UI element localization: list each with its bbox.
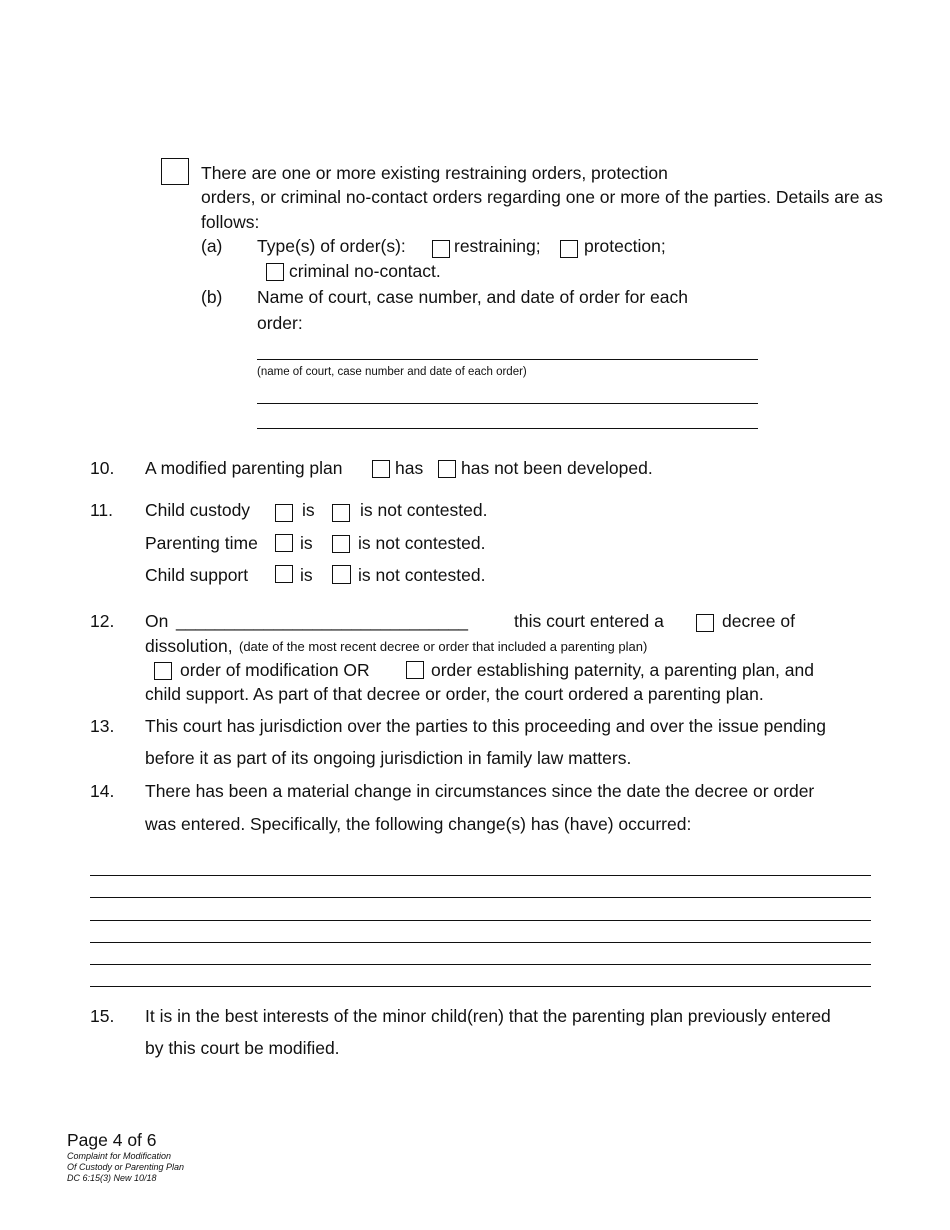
restraining-checkbox[interactable]	[432, 240, 450, 258]
item-14-line2: was entered. Specifically, the following change(s) has (have) occurred:	[145, 814, 692, 834]
item-15-line1: It is in the best interests of the minor child(ren) that the parenting plan previously entered	[145, 1006, 831, 1026]
form-title-line1: Complaint for Modification	[67, 1151, 172, 1161]
change-line-5[interactable]	[90, 964, 871, 965]
order-establishing-paternity-label: order establishing paternity, a parenting plan, and	[431, 660, 814, 680]
protection-option-label: protection;	[584, 236, 666, 256]
parenting-time-label: Parenting time	[145, 533, 258, 553]
child-custody-is-checkbox[interactable]	[275, 504, 293, 522]
court-details-caption: (name of court, case number and date of each order)	[257, 366, 527, 378]
item-11-number: 11.	[90, 500, 114, 520]
court-details-line-3[interactable]	[257, 428, 758, 429]
existing-orders-text-line2: orders, or criminal no-contact orders regarding one or more of the parties. Details are as	[201, 187, 883, 207]
court-details-line-1[interactable]	[257, 359, 758, 360]
decree-date-blank[interactable]: ______________________________	[176, 611, 468, 631]
decree-date-caption: (date of the most recent decree or order that included a parenting plan)	[239, 639, 648, 654]
order-of-modification-checkbox[interactable]	[154, 662, 172, 680]
court-details-label-line1: Name of court, case number, and date of order for each	[257, 287, 688, 307]
court-details-label-line2: order:	[257, 313, 303, 333]
plan-has-not-checkbox[interactable]	[438, 460, 456, 478]
form-code: DC 6:15(3) New 10/18	[67, 1173, 157, 1183]
item-14-number: 14.	[90, 781, 115, 801]
item-12-final-line: child support. As part of that decree or order, the court ordered a parenting plan.	[145, 684, 764, 704]
decree-of-label: decree of	[722, 611, 795, 631]
item-15-line2: by this court be modified.	[145, 1038, 340, 1058]
item-15-number: 15.	[90, 1006, 115, 1026]
parenting-time-is-checkbox[interactable]	[275, 534, 293, 552]
criminal-no-contact-checkbox[interactable]	[266, 263, 284, 281]
item-10-text: A modified parenting plan	[145, 458, 343, 478]
item-10-number: 10.	[90, 458, 115, 478]
form-title-line2: Of Custody or Parenting Plan	[67, 1162, 185, 1172]
existing-orders-text-line1: There are one or more existing restraining orders, protection	[201, 163, 668, 183]
child-custody-label: Child custody	[145, 500, 251, 520]
existing-orders-checkbox[interactable]	[161, 158, 189, 185]
child-custody-is-not-label: is not contested.	[360, 500, 488, 520]
item-12-on: On	[145, 611, 169, 631]
parenting-time-is-not-checkbox[interactable]	[332, 535, 350, 553]
change-line-6[interactable]	[90, 986, 871, 987]
child-support-is-checkbox[interactable]	[275, 565, 293, 583]
protection-checkbox[interactable]	[560, 240, 578, 258]
change-line-2[interactable]	[90, 897, 871, 898]
change-line-3[interactable]	[90, 920, 871, 921]
existing-orders-text-line3: follows:	[201, 212, 260, 232]
plan-has-label: has	[395, 458, 424, 478]
child-custody-is-label: is	[302, 500, 315, 520]
parenting-time-is-not-label: is not contested.	[358, 533, 486, 553]
child-custody-is-not-checkbox[interactable]	[332, 504, 350, 522]
item-14-line1: There has been a material change in circumstances since the date the decree or order	[145, 781, 815, 801]
dissolution-label: dissolution,	[145, 636, 233, 656]
restraining-option-label: restraining;	[454, 236, 541, 256]
criminal-no-contact-label: criminal no-contact.	[289, 261, 441, 281]
child-support-is-not-label: is not contested.	[358, 565, 486, 585]
item-13-number: 13.	[90, 716, 115, 736]
decree-of-dissolution-checkbox[interactable]	[696, 614, 714, 632]
court-details-line-2[interactable]	[257, 403, 758, 404]
order-of-modification-label: order of modification OR	[180, 660, 370, 680]
page-number: Page 4 of 6	[67, 1130, 157, 1150]
change-line-4[interactable]	[90, 942, 871, 943]
subitem-a-label: (a)	[201, 236, 223, 256]
child-support-is-label: is	[300, 565, 313, 585]
item-13-line2: before it as part of its ongoing jurisdiction in family law matters.	[145, 748, 632, 768]
child-support-label: Child support	[145, 565, 249, 585]
item-12-number: 12.	[90, 611, 115, 631]
plan-has-checkbox[interactable]	[372, 460, 390, 478]
parenting-time-is-label: is	[300, 533, 313, 553]
plan-has-not-label: has not been developed.	[461, 458, 653, 478]
order-type-label: Type(s) of order(s):	[257, 236, 406, 256]
subitem-b-label: (b)	[201, 287, 223, 307]
child-support-is-not-checkbox[interactable]	[332, 565, 351, 584]
order-establishing-paternity-checkbox[interactable]	[406, 661, 424, 679]
item-13-line1: This court has jurisdiction over the parties to this proceeding and over the issue pending	[145, 716, 826, 736]
change-line-1[interactable]	[90, 875, 871, 876]
item-12-entered-text: this court entered a	[514, 611, 664, 631]
